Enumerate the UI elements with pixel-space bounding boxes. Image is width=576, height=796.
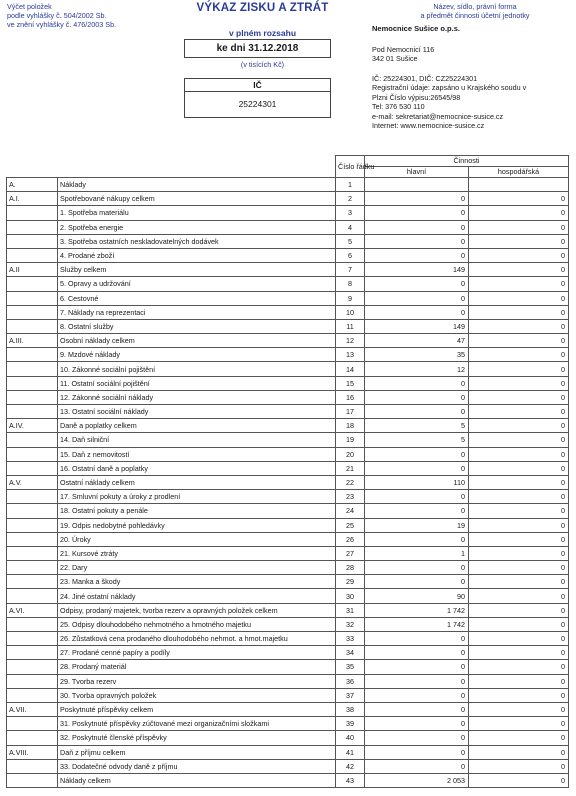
- row-value-economic: 0: [469, 192, 569, 206]
- row-value-main: 0: [365, 390, 469, 404]
- row-section: [7, 532, 58, 546]
- col-header-number: Číslo řádku: [336, 156, 365, 178]
- row-label: 12. Zákonné sociální náklady: [58, 390, 336, 404]
- table-row: [7, 632, 569, 646]
- row-number: 7: [336, 263, 365, 277]
- registration-line: Registrační údaje: zapsáno u Krajského soudu v: [372, 83, 527, 92]
- row-number: 10: [336, 305, 365, 319]
- row-label: 26. Zůstatková cena prodaného dlouhodobého nehmot. a hmot.majetku: [58, 632, 336, 646]
- row-value-main: 0: [365, 731, 469, 745]
- row-section: [7, 717, 58, 731]
- row-number: 40: [336, 731, 365, 745]
- row-number: 32: [336, 617, 365, 631]
- row-label: Odpisy, prodaný majetek, tvorba rezerv a opravných položek celkem: [58, 603, 336, 617]
- row-section: [7, 220, 58, 234]
- row-section: [7, 617, 58, 631]
- row-value-economic: 0: [469, 405, 569, 419]
- row-value-economic: 0: [469, 447, 569, 461]
- organization-info: [372, 24, 562, 131]
- row-number: 11: [336, 319, 365, 333]
- row-value-economic: 0: [469, 433, 569, 447]
- row-number: 22: [336, 475, 365, 489]
- row-section: A.III.: [7, 334, 58, 348]
- row-label: 28. Prodaný materiál: [58, 660, 336, 674]
- table-row: [7, 376, 569, 390]
- row-value-main: [365, 178, 469, 192]
- table-row: [7, 192, 569, 206]
- row-value-main: 0: [365, 192, 469, 206]
- row-section: [7, 277, 58, 291]
- row-value-main: 0: [365, 745, 469, 759]
- row-value-main: 149: [365, 263, 469, 277]
- row-value-main: 5: [365, 419, 469, 433]
- row-value-economic: 0: [469, 348, 569, 362]
- table-row: [7, 759, 569, 773]
- row-number: 30: [336, 589, 365, 603]
- row-number: 37: [336, 688, 365, 702]
- row-number: 6: [336, 248, 365, 262]
- row-number: 41: [336, 745, 365, 759]
- ic-value: 25224301: [238, 99, 277, 109]
- row-value-economic: 0: [469, 291, 569, 305]
- email: e-mail: sekretariat@nemocnice-susice.cz: [372, 111, 504, 121]
- row-section: [7, 731, 58, 745]
- address-street: Pod Nemocnicí 116: [372, 44, 435, 54]
- entity-label: [380, 2, 570, 20]
- row-number: 2: [336, 192, 365, 206]
- row-section: [7, 405, 58, 419]
- row-value-main: 0: [365, 561, 469, 575]
- row-section: [7, 759, 58, 773]
- row-value-economic: 0: [469, 248, 569, 262]
- row-value-main: 47: [365, 334, 469, 348]
- table-row: [7, 646, 569, 660]
- row-section: [7, 646, 58, 660]
- row-value-main: 0: [365, 532, 469, 546]
- row-section: [7, 305, 58, 319]
- table-row: [7, 206, 569, 220]
- row-value-economic: 0: [469, 745, 569, 759]
- row-value-economic: 0: [469, 688, 569, 702]
- row-number: 21: [336, 461, 365, 475]
- table-row: [7, 220, 569, 234]
- row-number: 8: [336, 277, 365, 291]
- row-value-main: 0: [365, 646, 469, 660]
- table-row: [7, 447, 569, 461]
- row-number: 35: [336, 660, 365, 674]
- row-label: 18. Ostatní pokuty a penále: [58, 504, 336, 518]
- row-number: 42: [336, 759, 365, 773]
- table-row: [7, 773, 569, 787]
- row-section: A.VI.: [7, 603, 58, 617]
- row-label: 7. Náklady na reprezentaci: [58, 305, 336, 319]
- row-value-main: 2 053: [365, 773, 469, 787]
- phone: Tel: 376 530 110: [372, 102, 425, 111]
- row-value-economic: 0: [469, 334, 569, 348]
- row-section: [7, 390, 58, 404]
- row-value-economic: 0: [469, 518, 569, 532]
- row-label: 6. Cestovné: [58, 291, 336, 305]
- row-value-main: 0: [365, 206, 469, 220]
- row-label: 14. Daň silniční: [58, 433, 336, 447]
- row-number: 12: [336, 334, 365, 348]
- row-value-main: 1: [365, 546, 469, 560]
- row-label: 33. Dodatečné odvody daně z příjmu: [58, 759, 336, 773]
- table-row: [7, 731, 569, 745]
- row-section: A.II: [7, 263, 58, 277]
- row-value-main: 0: [365, 759, 469, 773]
- row-value-economic: 0: [469, 561, 569, 575]
- row-value-economic: 0: [469, 362, 569, 376]
- row-label: Náklady: [58, 178, 336, 192]
- row-section: A.VII.: [7, 702, 58, 716]
- table-row: [7, 291, 569, 305]
- row-label: 25. Odpisy dlouhodobého nehmotného a hmotného majetku: [58, 617, 336, 631]
- header-blank: [7, 156, 336, 178]
- col-header-activities: Činnosti: [365, 156, 569, 167]
- row-section: [7, 561, 58, 575]
- row-section: [7, 504, 58, 518]
- row-label: 9. Mzdové náklady: [58, 348, 336, 362]
- row-value-economic: 0: [469, 660, 569, 674]
- table-row: [7, 688, 569, 702]
- row-value-main: 90: [365, 589, 469, 603]
- row-label: 13. Ostatní sociální náklady: [58, 405, 336, 419]
- row-label: 29. Tvorba rezerv: [58, 674, 336, 688]
- row-label: 1. Spotřeba materiálu: [58, 206, 336, 220]
- row-value-economic: 0: [469, 717, 569, 731]
- row-value-main: 0: [365, 717, 469, 731]
- row-section: A.: [7, 178, 58, 192]
- row-label: 3. Spotřeba ostatních neskladovatelných dodávek: [58, 234, 336, 248]
- table-row: [7, 589, 569, 603]
- row-section: [7, 575, 58, 589]
- address-city: 342 01 Sušice: [372, 54, 418, 63]
- row-label: 17. Smluvní pokuty a úroky z prodlení: [58, 490, 336, 504]
- table-row: [7, 674, 569, 688]
- row-number: 3: [336, 206, 365, 220]
- row-number: 31: [336, 603, 365, 617]
- row-section: [7, 234, 58, 248]
- legal-basis-line: podle vyhlášky č. 504/2002 Sb.: [7, 11, 107, 20]
- table-row: [7, 518, 569, 532]
- row-label: Ostatní náklady celkem: [58, 475, 336, 489]
- row-number: 16: [336, 390, 365, 404]
- table-row: [7, 334, 569, 348]
- row-value-main: 0: [365, 405, 469, 419]
- row-number: 19: [336, 433, 365, 447]
- table-row: [7, 433, 569, 447]
- website: Internet: www.nemocnice-susice.cz: [372, 121, 485, 130]
- row-value-economic: 0: [469, 575, 569, 589]
- row-number: 36: [336, 674, 365, 688]
- row-label: 32. Poskytnuté členské příspěvky: [58, 731, 336, 745]
- row-value-main: 0: [365, 702, 469, 716]
- table-row: [7, 362, 569, 376]
- row-label: Daně a poplatky celkem: [58, 419, 336, 433]
- row-label: Služby celkem: [58, 263, 336, 277]
- entity-label-line: Název, sídlo, právní forma: [433, 2, 517, 11]
- row-number: 4: [336, 220, 365, 234]
- row-label: 23. Manka a škody: [58, 575, 336, 589]
- row-value-main: 149: [365, 319, 469, 333]
- table-row: [7, 263, 569, 277]
- col-header-economic: hospodářská: [469, 167, 569, 178]
- ic-label: IČ: [185, 79, 330, 92]
- table-row: [7, 660, 569, 674]
- row-section: [7, 319, 58, 333]
- row-label: 27. Prodané cenné papíry a podíly: [58, 646, 336, 660]
- row-section: [7, 248, 58, 262]
- row-label: Poskytnuté příspěvky celkem: [58, 702, 336, 716]
- row-value-economic: 0: [469, 773, 569, 787]
- row-value-main: 0: [365, 447, 469, 461]
- row-label: 8. Ostatní služby: [58, 319, 336, 333]
- row-value-main: 1 742: [365, 603, 469, 617]
- row-section: [7, 206, 58, 220]
- row-section: A.VIII.: [7, 745, 58, 759]
- row-value-economic: 0: [469, 220, 569, 234]
- row-value-main: 0: [365, 575, 469, 589]
- row-value-main: 35: [365, 348, 469, 362]
- table-row: [7, 575, 569, 589]
- row-value-main: 12: [365, 362, 469, 376]
- row-value-economic: 0: [469, 376, 569, 390]
- row-value-main: 0: [365, 376, 469, 390]
- row-section: [7, 589, 58, 603]
- row-value-economic: 0: [469, 206, 569, 220]
- row-section: A.V.: [7, 475, 58, 489]
- row-section: A.IV.: [7, 419, 58, 433]
- row-number: 14: [336, 362, 365, 376]
- row-value-economic: 0: [469, 632, 569, 646]
- table-row: [7, 561, 569, 575]
- row-number: 13: [336, 348, 365, 362]
- row-number: 23: [336, 490, 365, 504]
- row-section: [7, 348, 58, 362]
- row-number: 27: [336, 546, 365, 560]
- row-number: 18: [336, 419, 365, 433]
- report-date: ke dni 31.12.2018: [184, 39, 331, 58]
- table-row: [7, 277, 569, 291]
- row-value-main: 5: [365, 433, 469, 447]
- row-label: 22. Dary: [58, 561, 336, 575]
- col-header-main: hlavní: [365, 167, 469, 178]
- registration-line: Plzni Číslo výpisu:26545/98: [372, 92, 461, 102]
- row-number: 43: [336, 773, 365, 787]
- row-value-economic: 0: [469, 319, 569, 333]
- row-value-economic: 0: [469, 277, 569, 291]
- row-number: 25: [336, 518, 365, 532]
- row-label: 30. Tvorba opravných položek: [58, 688, 336, 702]
- organization-ids: IČ: 25224301, DIČ: CZ25224301: [372, 73, 478, 83]
- row-number: 26: [336, 532, 365, 546]
- row-number: 28: [336, 561, 365, 575]
- table-row: [7, 248, 569, 262]
- table-row: [7, 603, 569, 617]
- row-value-main: 0: [365, 660, 469, 674]
- row-number: 24: [336, 504, 365, 518]
- row-section: [7, 632, 58, 646]
- organization-address: [372, 45, 562, 64]
- table-row: [7, 461, 569, 475]
- table-row: [7, 475, 569, 489]
- row-label: Osobní náklady celkem: [58, 334, 336, 348]
- table-row: [7, 234, 569, 248]
- row-label: 15. Daň z nemovitostí: [58, 447, 336, 461]
- row-value-economic: 0: [469, 546, 569, 560]
- organization-name: Nemocnice Sušice o.p.s.: [372, 24, 460, 33]
- legal-basis-note: [7, 2, 172, 29]
- row-value-main: 0: [365, 504, 469, 518]
- row-number: 20: [336, 447, 365, 461]
- row-section: [7, 490, 58, 504]
- row-value-main: 0: [365, 461, 469, 475]
- units-note: (v tisících Kč): [240, 60, 285, 69]
- row-number: 17: [336, 405, 365, 419]
- row-value-main: 19: [365, 518, 469, 532]
- row-label: 5. Opravy a udržování: [58, 277, 336, 291]
- table-row: [7, 305, 569, 319]
- row-value-economic: 0: [469, 305, 569, 319]
- row-value-economic: 0: [469, 603, 569, 617]
- row-section: [7, 376, 58, 390]
- row-value-economic: 0: [469, 234, 569, 248]
- row-value-main: 0: [365, 291, 469, 305]
- row-value-economic: 0: [469, 390, 569, 404]
- table-row: [7, 319, 569, 333]
- row-section: [7, 674, 58, 688]
- row-number: 1: [336, 178, 365, 192]
- row-label: 24. Jiné ostatní náklady: [58, 589, 336, 603]
- table-row: [7, 546, 569, 560]
- table-row: [7, 702, 569, 716]
- row-label: 11. Ostatní sociální pojištění: [58, 376, 336, 390]
- row-value-economic: 0: [469, 731, 569, 745]
- row-value-main: 0: [365, 632, 469, 646]
- row-value-economic: 0: [469, 589, 569, 603]
- row-section: [7, 461, 58, 475]
- row-number: 39: [336, 717, 365, 731]
- row-label: 19. Odpis nedobytné pohledávky: [58, 518, 336, 532]
- row-value-economic: 0: [469, 759, 569, 773]
- row-label: 4. Prodané zboží: [58, 248, 336, 262]
- row-section: [7, 773, 58, 787]
- table-row: [7, 348, 569, 362]
- row-value-main: 0: [365, 277, 469, 291]
- row-value-economic: 0: [469, 419, 569, 433]
- table-row: [7, 617, 569, 631]
- table-row: [7, 532, 569, 546]
- row-label: 20. Úroky: [58, 532, 336, 546]
- row-section: [7, 518, 58, 532]
- row-number: 38: [336, 702, 365, 716]
- legal-basis-line: Výčet položek: [7, 2, 52, 11]
- row-label: Spotřebované nákupy celkem: [58, 192, 336, 206]
- row-value-main: 0: [365, 220, 469, 234]
- row-value-main: 110: [365, 475, 469, 489]
- row-number: 15: [336, 376, 365, 390]
- row-label: 10. Zákonné sociální pojištění: [58, 362, 336, 376]
- row-value-main: 0: [365, 490, 469, 504]
- row-value-economic: 0: [469, 674, 569, 688]
- row-value-economic: 0: [469, 646, 569, 660]
- row-value-economic: 0: [469, 461, 569, 475]
- report-subtitle: v plném rozsahu: [228, 28, 297, 38]
- row-value-main: 0: [365, 688, 469, 702]
- row-value-main: 0: [365, 248, 469, 262]
- row-label: 2. Spotřeba energie: [58, 220, 336, 234]
- row-value-economic: 0: [469, 702, 569, 716]
- row-value-economic: 0: [469, 475, 569, 489]
- table-row: [7, 504, 569, 518]
- row-label: Náklady celkem: [58, 773, 336, 787]
- row-value-economic: 0: [469, 263, 569, 277]
- row-label: Daň z příjmu celkem: [58, 745, 336, 759]
- row-number: 34: [336, 646, 365, 660]
- row-value-main: 0: [365, 305, 469, 319]
- row-section: [7, 291, 58, 305]
- row-value-main: 1 742: [365, 617, 469, 631]
- row-section: [7, 660, 58, 674]
- report-title: VÝKAZ ZISKU A ZTRÁT: [196, 2, 329, 14]
- row-section: [7, 362, 58, 376]
- table-row: [7, 745, 569, 759]
- table-row: [7, 405, 569, 419]
- row-number: 9: [336, 291, 365, 305]
- row-value-economic: 0: [469, 490, 569, 504]
- row-number: 5: [336, 234, 365, 248]
- row-value-economic: 0: [469, 504, 569, 518]
- table-row: [7, 390, 569, 404]
- row-label: 16. Ostatní daně a poplatky: [58, 461, 336, 475]
- row-number: 29: [336, 575, 365, 589]
- row-number: 33: [336, 632, 365, 646]
- row-section: [7, 546, 58, 560]
- profit-loss-table: [6, 155, 568, 788]
- row-value-main: 0: [365, 674, 469, 688]
- row-value-economic: 0: [469, 617, 569, 631]
- row-label: 21. Kursové ztráty: [58, 546, 336, 560]
- table-row: [7, 419, 569, 433]
- entity-label-line: a předmět činnosti účetní jednotky: [420, 11, 530, 20]
- row-value-economic: [469, 178, 569, 192]
- row-section: [7, 447, 58, 461]
- table-body: [7, 178, 569, 788]
- row-section: [7, 433, 58, 447]
- table-row: [7, 717, 569, 731]
- row-value-economic: 0: [469, 532, 569, 546]
- row-value-main: 0: [365, 234, 469, 248]
- row-section: [7, 688, 58, 702]
- legal-basis-line: ve znění vyhlášky č. 476/2003 Sb.: [7, 20, 117, 29]
- table-row: [7, 490, 569, 504]
- row-label: 31. Poskytnuté příspěvky zúčtované mezi organizačními složkami: [58, 717, 336, 731]
- table-row: [7, 178, 569, 192]
- ic-box: [184, 78, 331, 118]
- row-section: A.I.: [7, 192, 58, 206]
